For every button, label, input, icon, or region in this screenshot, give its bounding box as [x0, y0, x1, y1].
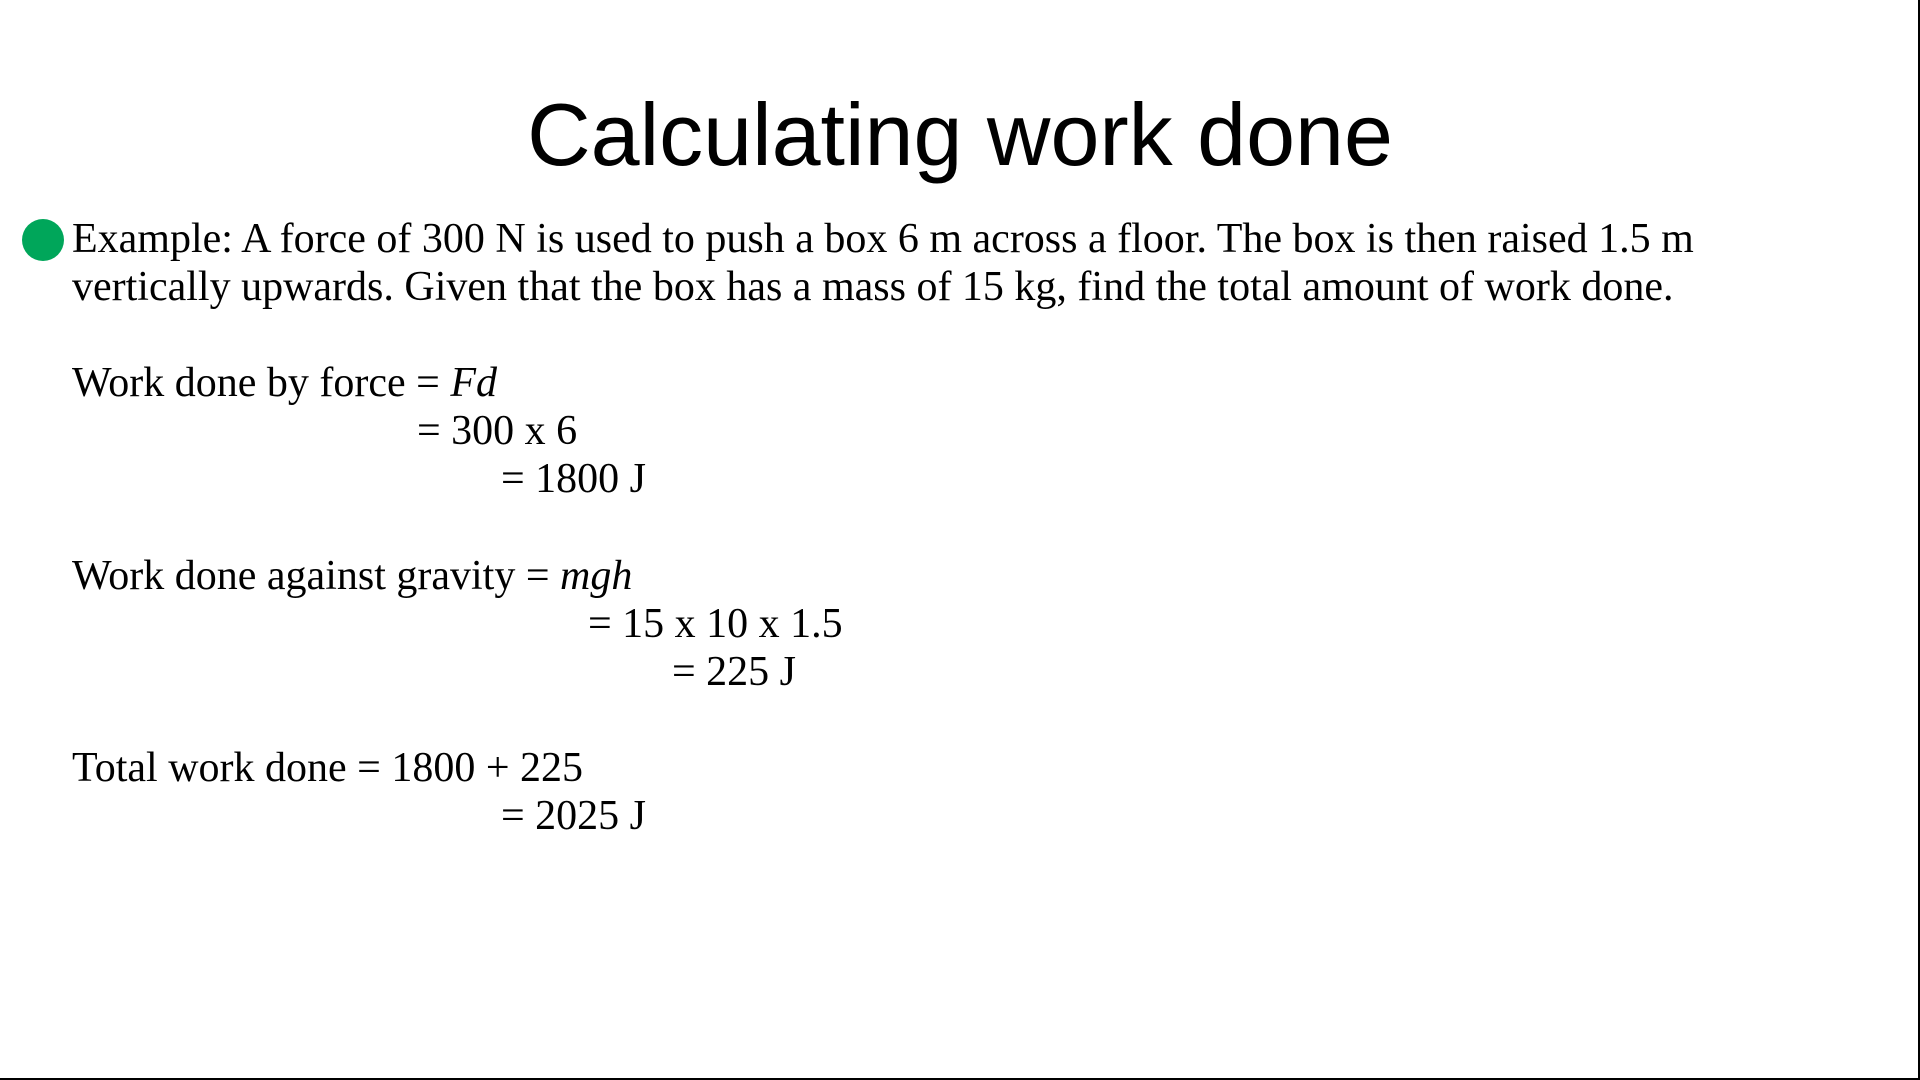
- force-work-step-1: = 300 x 6: [417, 408, 578, 454]
- force-work-label: Work done by force =: [72, 360, 451, 406]
- example-line-1: Example: A force of 300 N is used to push a box 6 m across a floor. The box is then raised 1.5 m: [72, 216, 1694, 262]
- slide-title: Calculating work done: [527, 85, 1393, 184]
- force-work-formula: Fd: [450, 360, 498, 406]
- force-work-step-2: = 1800 J: [501, 456, 647, 502]
- gravity-work-step-1: = 15 x 10 x 1.5: [588, 601, 843, 647]
- gravity-work-line: [72, 552, 632, 600]
- gravity-work-formula: mgh: [560, 553, 633, 599]
- bullet-icon: [22, 219, 64, 261]
- gravity-work-step-2: = 225 J: [672, 649, 797, 695]
- total-work-line: Total work done = 1800 + 225: [72, 745, 584, 791]
- example-line-2: vertically upwards. Given that the box has a mass of 15 kg, find the total amount of work done.: [72, 264, 1674, 310]
- gravity-work-label: Work done against gravity =: [72, 553, 561, 599]
- total-work-step-1: = 2025 J: [501, 793, 647, 839]
- force-work-line: [72, 359, 497, 407]
